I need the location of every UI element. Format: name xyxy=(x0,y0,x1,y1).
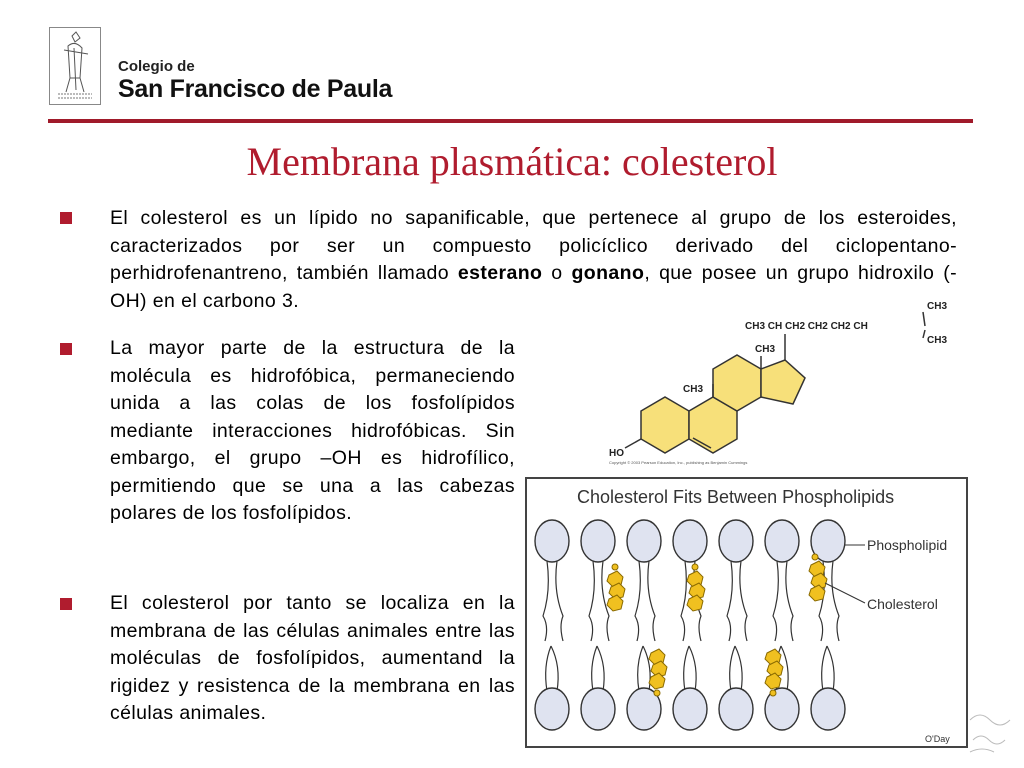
phospholipid-head xyxy=(765,520,799,562)
bullet-text-3: El colesterol por tanto se localiza en la membrana de las células animales entre las moléculas de fosfolípidos, aumentand la rigidez y resistenca de la membrana en las células animales. xyxy=(110,592,515,724)
phospholipid-head xyxy=(719,520,753,562)
tail xyxy=(684,646,696,691)
tail xyxy=(727,561,747,641)
cholesterol-label: Cholesterol xyxy=(867,596,938,612)
phospholipid-head xyxy=(673,520,707,562)
membrane-figure-title: Cholesterol Fits Between Phospholipids xyxy=(577,487,895,507)
ch3-bottom-label: CH3 xyxy=(927,335,948,346)
tail xyxy=(822,646,834,691)
bullet-marker xyxy=(60,212,72,224)
cholesterol-structure-figure xyxy=(605,298,960,470)
phospholipid-label: Phospholipid xyxy=(867,537,948,553)
ho-bond xyxy=(625,439,641,448)
phospholipid-head xyxy=(535,688,569,730)
school-logo xyxy=(49,27,101,105)
cholesterol-molecule xyxy=(687,564,705,611)
tail xyxy=(635,561,655,641)
membrane-diagram xyxy=(527,479,966,746)
phospholipid-head xyxy=(627,520,661,562)
side-chain-label: CH3 CH CH2 CH2 CH2 CH xyxy=(745,321,868,332)
ring-a xyxy=(641,397,689,453)
tail xyxy=(543,561,563,641)
cholesterol-molecule xyxy=(607,564,625,611)
bullet-marker xyxy=(60,343,72,355)
tail xyxy=(730,646,742,691)
ho-label: HO xyxy=(609,448,624,459)
phospholipid-head xyxy=(811,688,845,730)
ch3-ring-label-1: CH3 xyxy=(755,344,776,355)
bullet-1-bold-esterano: esterano xyxy=(457,262,543,284)
tail xyxy=(773,561,793,641)
school-name-prefix: Colegio de xyxy=(118,58,195,75)
branch-bond-bottom xyxy=(923,330,925,338)
ch3-ring-label-2: CH3 xyxy=(683,384,704,395)
ring-d xyxy=(761,360,805,404)
tail xyxy=(589,561,609,641)
handwriting-decoration xyxy=(965,700,1020,760)
phospholipid-head xyxy=(581,688,615,730)
bullet-1-text-mid: o xyxy=(542,262,572,284)
phospholipid-head xyxy=(719,688,753,730)
cholesterol-pointer xyxy=(825,583,865,603)
branch-bond-top xyxy=(923,312,925,326)
tail xyxy=(592,646,604,691)
tail xyxy=(638,646,650,691)
school-name: San Francisco de Paula xyxy=(118,75,393,103)
school-name-block xyxy=(118,58,392,103)
membrane-figure xyxy=(525,477,968,748)
cholesterol-molecule xyxy=(649,649,667,696)
figure-credit: O'Day xyxy=(925,734,950,744)
bullet-1-text-start: El colesterol es un lípido no sapanificable, que pertenece al grupo de los esteroides, caracterizados por ser un compuesto policíclico derivado del ciclopentano-perhidrofenantreno, también llamado xyxy=(110,207,957,284)
figure-copyright: Copyright © 2003 Pearson Education, Inc., publishing as Benjamin Cummings xyxy=(609,460,748,465)
phospholipid-head xyxy=(673,688,707,730)
bullet-1-text-end: , que posee un grupo hidroxilo (-OH) en el carbono 3. xyxy=(110,262,957,312)
bullet-text-2: La mayor parte de la estructura de la molécula es hidrofóbica, permaneciendo unida a las colas de los fosfolípidos mediante interacciones hidrofóbicas. Sin embargo, el grupo –OH es hidrofílico, permitiendo que se una a las cabezas polares de los fosfolípidos. xyxy=(110,337,515,524)
phospholipid-head xyxy=(535,520,569,562)
bullet-1-bold-gonano: gonano xyxy=(571,262,645,284)
ch3-top-label: CH3 xyxy=(927,301,948,312)
header-divider xyxy=(48,119,973,123)
bullet-marker xyxy=(60,598,72,610)
tail xyxy=(546,646,558,691)
slide-title: Membrana plasmática: colesterol xyxy=(246,139,778,184)
phospholipid-head xyxy=(581,520,615,562)
school-crest-icon xyxy=(50,28,100,104)
